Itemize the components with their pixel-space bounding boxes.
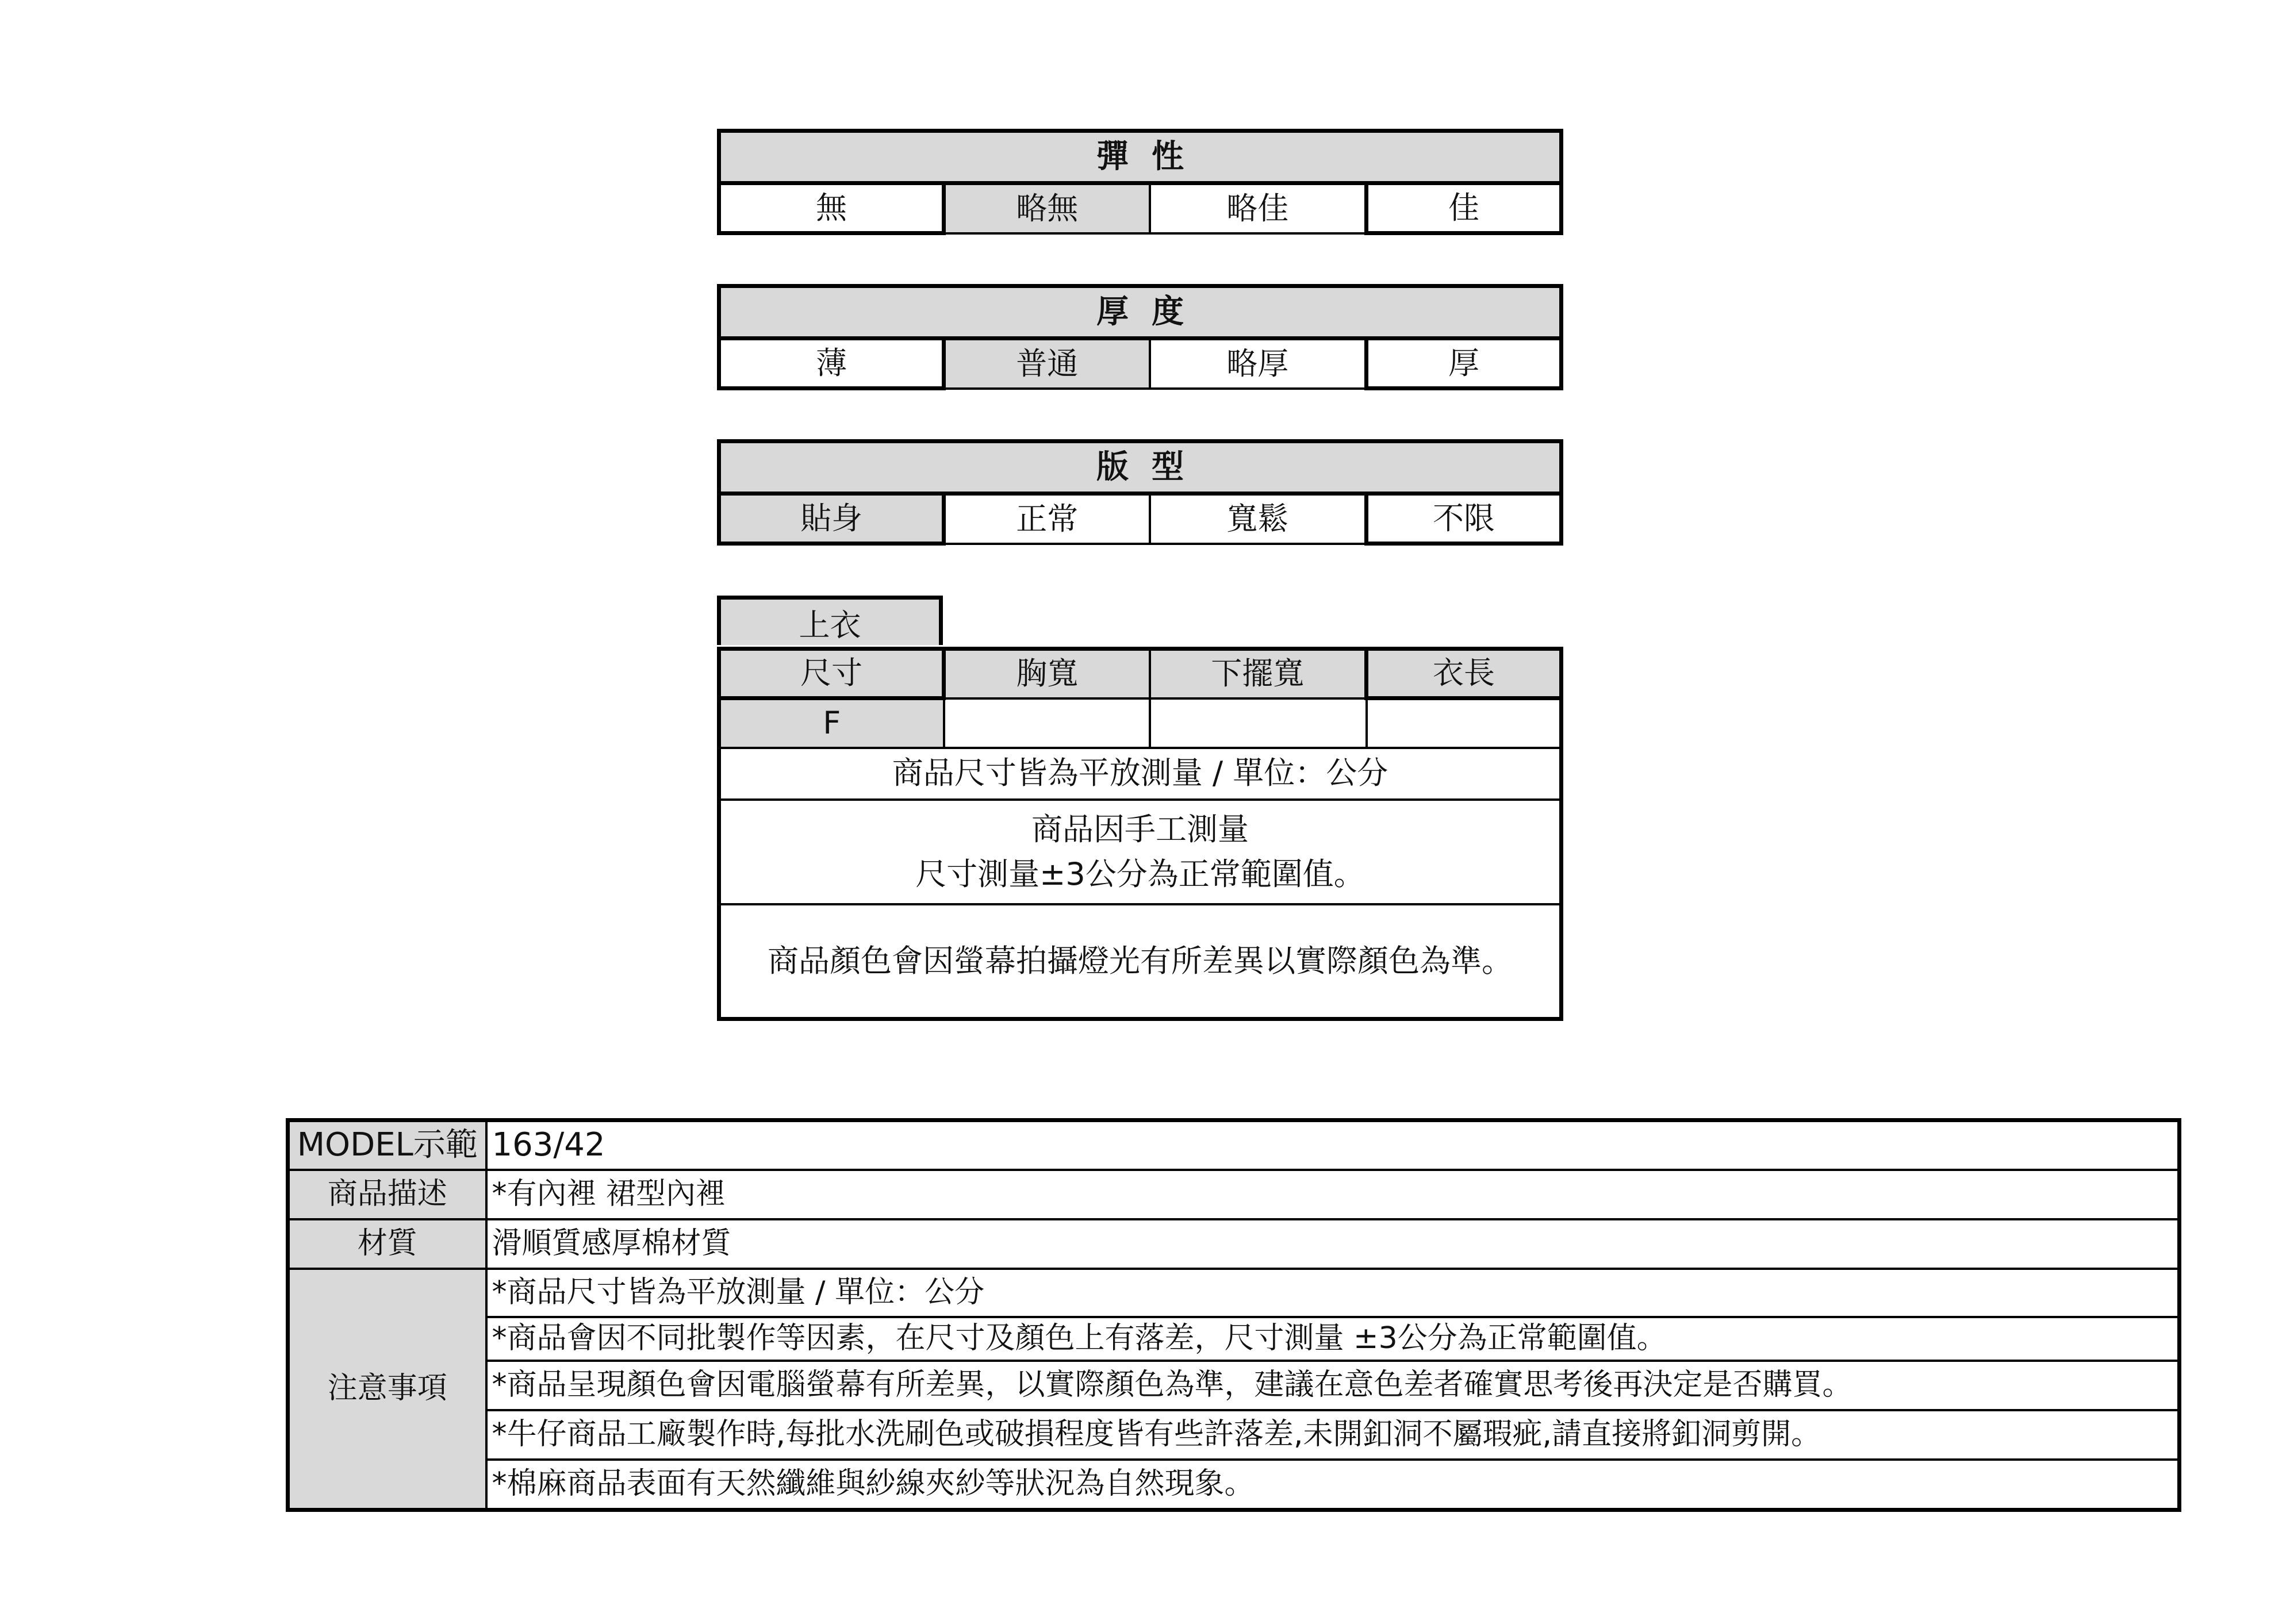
- thickness-table: [717, 284, 1563, 390]
- hem-width-value: [1150, 698, 1367, 748]
- tolerance-note-line2: 尺寸測量±3公分為正常範圍值。: [915, 855, 1365, 892]
- notes-label: 注意事項: [288, 1269, 486, 1510]
- thickness-option: 略厚: [1150, 339, 1367, 389]
- elasticity-option: 佳: [1367, 183, 1562, 233]
- tolerance-note: [719, 800, 1562, 904]
- fit-title: 版型: [719, 441, 1562, 494]
- fit-option: 正常: [944, 494, 1150, 544]
- fit-option: 不限: [1367, 494, 1562, 544]
- note-item: *商品尺寸皆為平放測量 / 單位：公分: [486, 1269, 2180, 1317]
- chest-width-header: 胸寬: [944, 649, 1150, 698]
- material-label: 材質: [288, 1219, 486, 1269]
- elasticity-table: [717, 129, 1563, 235]
- thickness-title: 厚度: [719, 286, 1562, 339]
- chest-width-value: [944, 698, 1150, 748]
- size-value: F: [719, 698, 944, 748]
- material-value: 滑順質感厚棉材質: [486, 1219, 2180, 1269]
- note-item: *棉麻商品表面有天然纖維與紗線夾紗等狀況為自然現象。: [486, 1460, 2180, 1510]
- tolerance-note-line1: 商品因手工測量: [1031, 811, 1249, 847]
- thickness-option: 厚: [1367, 339, 1562, 389]
- product-info-table: [286, 1118, 2181, 1512]
- fit-option: 寬鬆: [1150, 494, 1367, 544]
- length-header: 衣長: [1367, 649, 1562, 698]
- description-label: 商品描述: [288, 1170, 486, 1219]
- color-note: 商品顏色會因螢幕拍攝燈光有所差異以實際顏色為準。: [719, 904, 1562, 1019]
- measure-note: 商品尺寸皆為平放測量 / 單位：公分: [719, 748, 1562, 800]
- size-chart-table: [717, 647, 1563, 1021]
- fit-option-selected: 貼身: [719, 494, 944, 544]
- note-item: *商品呈現顏色會因電腦螢幕有所差異，以實際顏色為準，建議在意色差者確實思考後再決定是否購買。: [486, 1361, 2180, 1410]
- elasticity-title: 彈性: [719, 131, 1562, 183]
- size-column-header: 尺寸: [719, 649, 944, 698]
- fit-table: [717, 439, 1563, 546]
- description-value: *有內裡 裙型內裡: [486, 1170, 2180, 1219]
- note-item: *牛仔商品工廠製作時,每批水洗刷色或破損程度皆有些許落差,未開釦洞不屬瑕疵,請直接將釦洞剪開。: [486, 1410, 2180, 1460]
- thickness-option: 薄: [719, 339, 944, 389]
- model-value: 163/42: [486, 1120, 2180, 1170]
- model-label: MODEL示範: [288, 1120, 486, 1170]
- length-value: [1367, 698, 1562, 748]
- elasticity-option: 略佳: [1150, 183, 1367, 233]
- elasticity-option: 無: [719, 183, 944, 233]
- elasticity-option-selected: 略無: [944, 183, 1150, 233]
- size-category-tab: 上衣: [717, 596, 943, 645]
- thickness-option-selected: 普通: [944, 339, 1150, 389]
- hem-width-header: 下擺寬: [1150, 649, 1367, 698]
- note-item: *商品會因不同批製作等因素，在尺寸及顏色上有落差，尺寸測量 ±3公分為正常範圍值。: [486, 1317, 2180, 1361]
